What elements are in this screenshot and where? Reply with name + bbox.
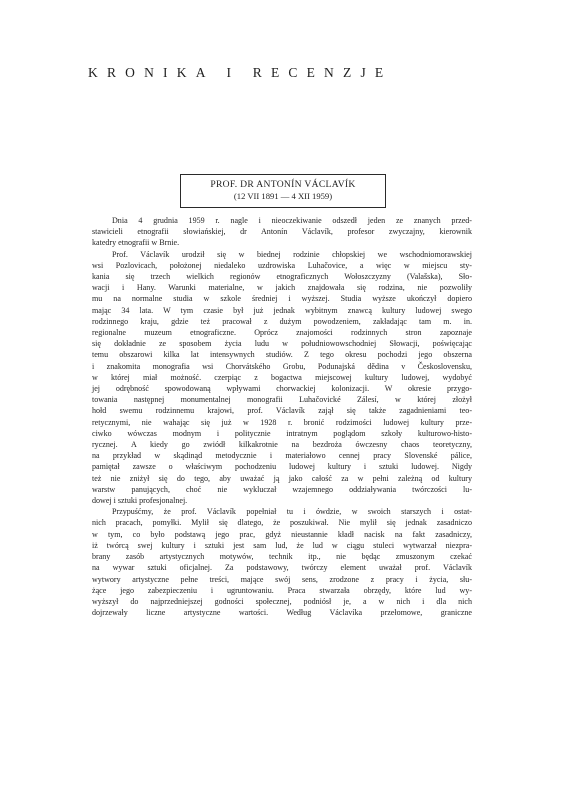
text-line: wacji i Hany. Warunki materialne, w jakich znajdowała się rodzina, nie pozwoliły bbox=[92, 283, 472, 293]
paragraph bbox=[92, 249, 472, 507]
text-line: dojrzewały liczne artystyczne wartości. Według Václavíka przełomowe, graniczne bbox=[92, 608, 472, 618]
text-line: żące jego zabezpieczeniu i ugruntowaniu. Praca stwarzała obrzędy, które lud wy- bbox=[92, 585, 472, 595]
article-body bbox=[92, 215, 472, 618]
text-line: w której miał możność. czerpiąc z bogactwa miejscowej kultury ludowej, wydobyć bbox=[92, 372, 472, 382]
text-line: towania następnej monumentalnej monografii Luhačovické Zálesí, w której złożył bbox=[92, 395, 472, 405]
text-line: dowej i sztuki profesjonalnej. bbox=[92, 496, 188, 506]
text-line: katedry etnografii w Brnie. bbox=[92, 238, 180, 248]
text-line: pamiętał zawsze o właściwym pochodzeniu ludowej kultury i sztuki ludowej. Nigdy bbox=[92, 462, 472, 472]
text-line: rodzinnego kraju, gdzie też pracował z dużym powodzeniem, zakładając tam m. in. bbox=[92, 316, 472, 326]
text-line: rycznej. A kiedy go zwiódł kilkakrotnie na bezdroża ówczesny chaos teoretyczny, bbox=[92, 440, 472, 450]
text-line: jej odrębność spowodowaną wpływami chorwackiej kolonizacji. W okresie przygo- bbox=[92, 384, 472, 394]
text-line: regionalne muzeum etnograficzne. Oprócz znajomości rodzinnych stron zapoznaje bbox=[92, 328, 472, 338]
text-line: nich pracach, pomyłki. Mylił się dlatego, że poszukiwał. Nie mylił się jednak zasadniczo bbox=[92, 518, 472, 528]
text-line: temu obszarowi kilka lat intensywnych studiów. Z tego okresu pochodzi jego obszerna bbox=[92, 350, 472, 360]
text-line: kania się trzech wielkich regionów etnograficznych Wołoszczyzny (Valašska), Sło- bbox=[92, 272, 472, 282]
text-line: Dnia 4 grudnia 1959 r. nagle i nieoczekiwanie odszedł jeden ze znanych przed- bbox=[112, 216, 472, 225]
text-line: mu na normalne studia w szkole średniej i wyższej. Studia wyższe ukończył dopiero bbox=[92, 294, 472, 304]
text-line: stawicieli etnografii słowiańskiej, dr Antonín Václavík, profesor zwyczajny, kierownik bbox=[92, 227, 472, 237]
text-line: warstw panujących, choć nie wykluczał wzajemnego oddziaływania twórczości lu- bbox=[92, 484, 472, 494]
obituary-title-box bbox=[180, 174, 386, 208]
text-line: i znakomita monografia wsi Chorvátského Grobu, Podunajská dědina v Československu, bbox=[92, 361, 472, 371]
obituary-name: PROF. DR ANTONÍN VÁCLAVÍK bbox=[210, 179, 356, 190]
paragraph bbox=[92, 215, 472, 249]
text-line: brany zasób artystycznych motywów, technik itp., nie będąc zmuszonym czekać bbox=[92, 552, 472, 562]
text-line: wytwory artystyczne pełne treści, mające swój sens, zrodzone z pracy i życia, słu- bbox=[92, 574, 472, 584]
text-line: mając 34 lata. W tym czasie był już jednak wybitnym znawcą kultury ludowej swego bbox=[92, 305, 472, 315]
text-line: się dokładnie ze sposobem życia ludu w południowowschodniej Słowacji, poświęcając bbox=[92, 339, 472, 349]
paragraph bbox=[92, 506, 472, 618]
text-line: hołd swemu rodzinnemu krajowi, prof. Václavík zajął się także zagadnieniami teo- bbox=[92, 406, 472, 416]
text-line: wsi Pozlovicach, położonej niedaleko uzdrowiska Luhačovice, a więc w miejscu sty- bbox=[92, 260, 472, 270]
text-line: Przypuśćmy, że prof. Václavík popełniał tu i ówdzie, w swoich starszych i ostat- bbox=[112, 507, 472, 517]
obituary-dates: (12 VII 1891 — 4 XII 1959) bbox=[233, 191, 333, 201]
text-line: Prof. Václavík urodził się w biednej rodzinie chłopskiej we wschodniomorawskiej bbox=[112, 249, 472, 259]
text-line: ciwko wówczas modnym i politycznie intratnym poglądom szkoły kulturowo-histo- bbox=[92, 428, 472, 438]
section-header: KRONIKA I RECENZJE bbox=[88, 65, 393, 80]
text-line: w tym, co było podstawą jego prac, gdyż nieustannie kładł nacisk na fakt zasadniczy, bbox=[92, 529, 472, 539]
text-line: na wywar sztuki oficjalnej. Za podstawowy, twórczy element uważał prof. Václavík bbox=[92, 563, 472, 573]
text-line: iż twórcą swej kultury i sztuki jest sam lud, że lud w ciągu stuleci wytwarzał niezpra- bbox=[92, 540, 472, 550]
text-line: wyższył do najprzedniejszej godności społecznej, podniósł je, a w nich i dla nich bbox=[92, 596, 472, 606]
text-line: retycznymi, nie wahając się już w 1928 r. bronić rodzimości ludowej kultury prze- bbox=[92, 417, 472, 427]
text-line: też nie zniżył się do tego, aby uważać ją jako całość za w pełni zależną od kultury bbox=[92, 473, 472, 483]
text-line: na przykład w skądinąd metodycznie i materiałowo cennej pracy Slovenské pálice, bbox=[92, 451, 472, 461]
